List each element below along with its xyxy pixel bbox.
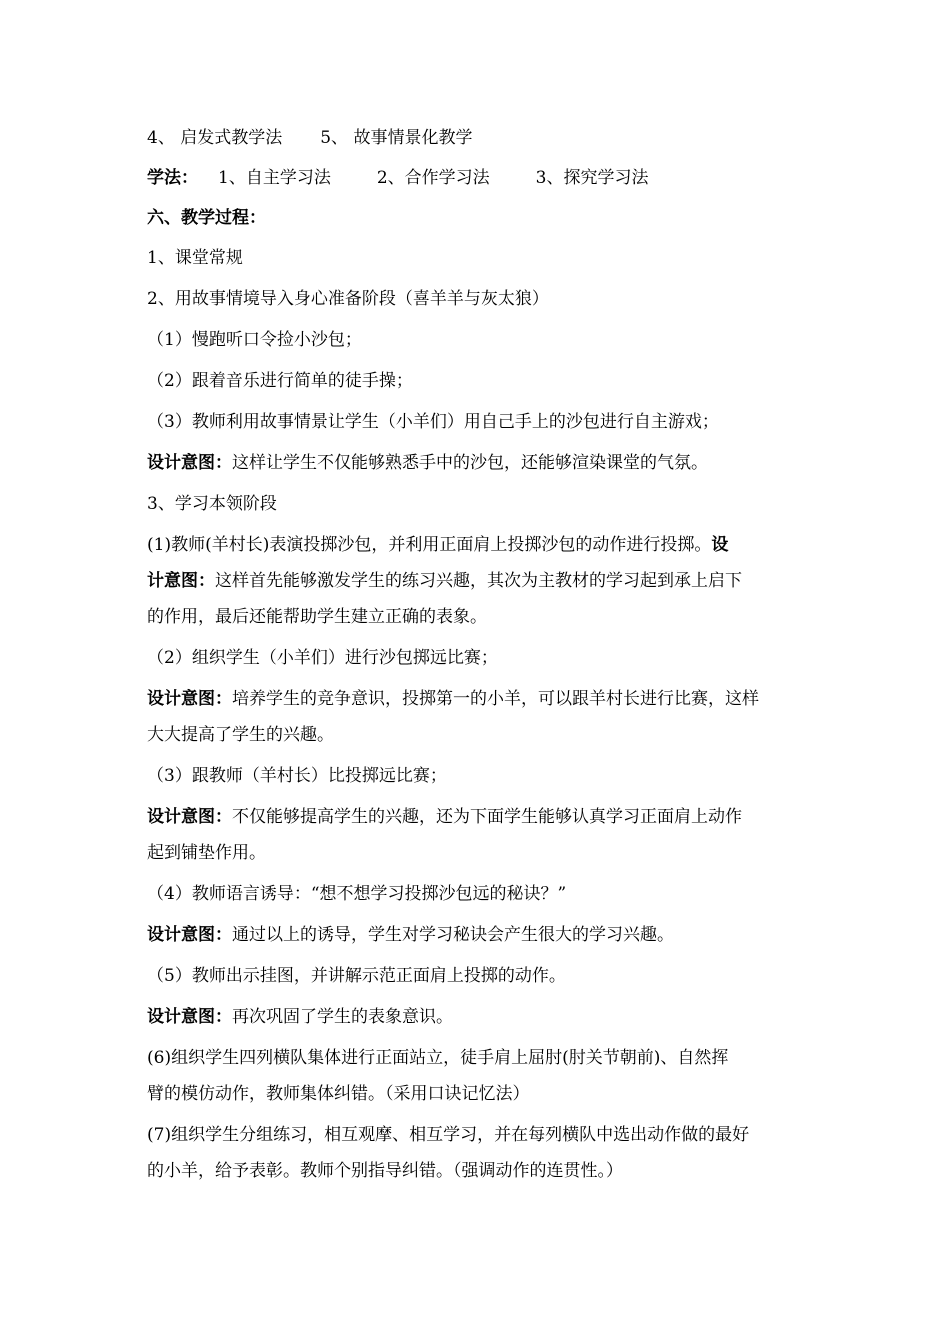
- design-label-part: 设: [711, 535, 729, 555]
- design-label: 设计意图：: [147, 689, 232, 709]
- item-3-1-text: (1)教师(羊村长)表演投掷沙包，并利用正面肩上投掷沙包的动作进行投掷。: [147, 535, 712, 555]
- item-3-3: （3）跟教师（羊村长）比投掷远比赛；: [147, 766, 447, 786]
- design-text: 培养学生的竞争意识，投掷第一的小羊，可以跟羊村长进行比赛，这样: [232, 689, 759, 709]
- design-label-part: 计意图：: [147, 571, 215, 591]
- study-method-1: 1、自主学习法: [218, 168, 331, 188]
- method-5: 5、 故事情景化教学: [320, 128, 473, 148]
- item-3-7-line-1: (7)组织学生分组练习，相互观摩、相互学习，并在每列横队中选出动作做的最好: [147, 1125, 750, 1145]
- study-methods-line: [147, 166, 648, 190]
- study-method-2: 2、合作学习法: [376, 168, 490, 188]
- design-label: 设计意图：: [147, 807, 232, 827]
- item-2: 2、用故事情境导入身心准备阶段（喜羊羊与灰太狼）: [147, 289, 549, 309]
- item-3-2: （2）组织学生（小羊们）进行沙包掷远比赛；: [147, 648, 498, 668]
- item-2-3: （3）教师利用故事情景让学生（小羊们）用自己手上的沙包进行自主游戏；: [147, 412, 719, 432]
- design-intent-2-line-2: 大大提高了学生的兴趣。: [147, 725, 334, 745]
- design-intent-5: [147, 1005, 453, 1029]
- design-text: 再次巩固了学生的表象意识。: [232, 1007, 453, 1027]
- study-method-3: 3、探究学习法: [535, 168, 649, 188]
- item-3-1-line-1: [147, 533, 728, 557]
- item-3-5: （5）教师出示挂图，并讲解示范正面肩上投掷的动作。: [147, 966, 566, 986]
- item-1: 1、课堂常规: [147, 248, 243, 268]
- design-intent-1: [147, 451, 708, 475]
- item-3-1-line-3: 的作用，最后还能帮助学生建立正确的表象。: [147, 607, 487, 627]
- item-3-6-line-1: (6)组织学生四列横队集体进行正面站立，徒手肩上屈肘(肘关节朝前)、自然挥: [147, 1048, 729, 1068]
- design-intent-4: [147, 923, 674, 947]
- item-2-2: （2）跟着音乐进行简单的徒手操；: [147, 371, 413, 391]
- design-intent-3-line-1: [147, 805, 742, 829]
- method-4: 4、 启发式教学法: [147, 128, 283, 148]
- design-text: 不仅能够提高学生的兴趣，还为下面学生能够认真学习正面肩上动作: [232, 807, 742, 827]
- item-3-1-line-2: [147, 569, 742, 593]
- design-text: 这样让学生不仅能够熟悉手中的沙包，还能够渲染课堂的气氛。: [232, 453, 708, 473]
- design-text: 通过以上的诱导，学生对学习秘诀会产生很大的学习兴趣。: [232, 925, 674, 945]
- design-intent-3-line-2: 起到铺垫作用。: [147, 843, 266, 863]
- design-label: 设计意图：: [147, 453, 232, 473]
- section-heading: 六、教学过程：: [147, 208, 266, 228]
- study-label: 学法：: [147, 168, 198, 188]
- design-intent-2-line-1: [147, 687, 759, 711]
- item-3: 3、学习本领阶段: [147, 494, 277, 514]
- design-label: 设计意图：: [147, 925, 232, 945]
- item-3-7-line-2: 的小羊，给予表彰。教师个别指导纠错。（强调动作的连贯性。）: [147, 1161, 623, 1181]
- item-3-4: （4）教师语言诱导：“想不想学习投掷沙包远的秘诀？”: [147, 884, 567, 904]
- item-2-1: （1）慢跑听口令捡小沙包；: [147, 330, 362, 350]
- item-3-6-line-2: 臂的模仿动作，教师集体纠错。（采用口诀记忆法）: [147, 1084, 530, 1104]
- teaching-methods-line: [147, 126, 472, 150]
- design-text: 这样首先能够激发学生的练习兴趣，其次为主教材的学习起到承上启下: [215, 571, 742, 591]
- design-label: 设计意图：: [147, 1007, 232, 1027]
